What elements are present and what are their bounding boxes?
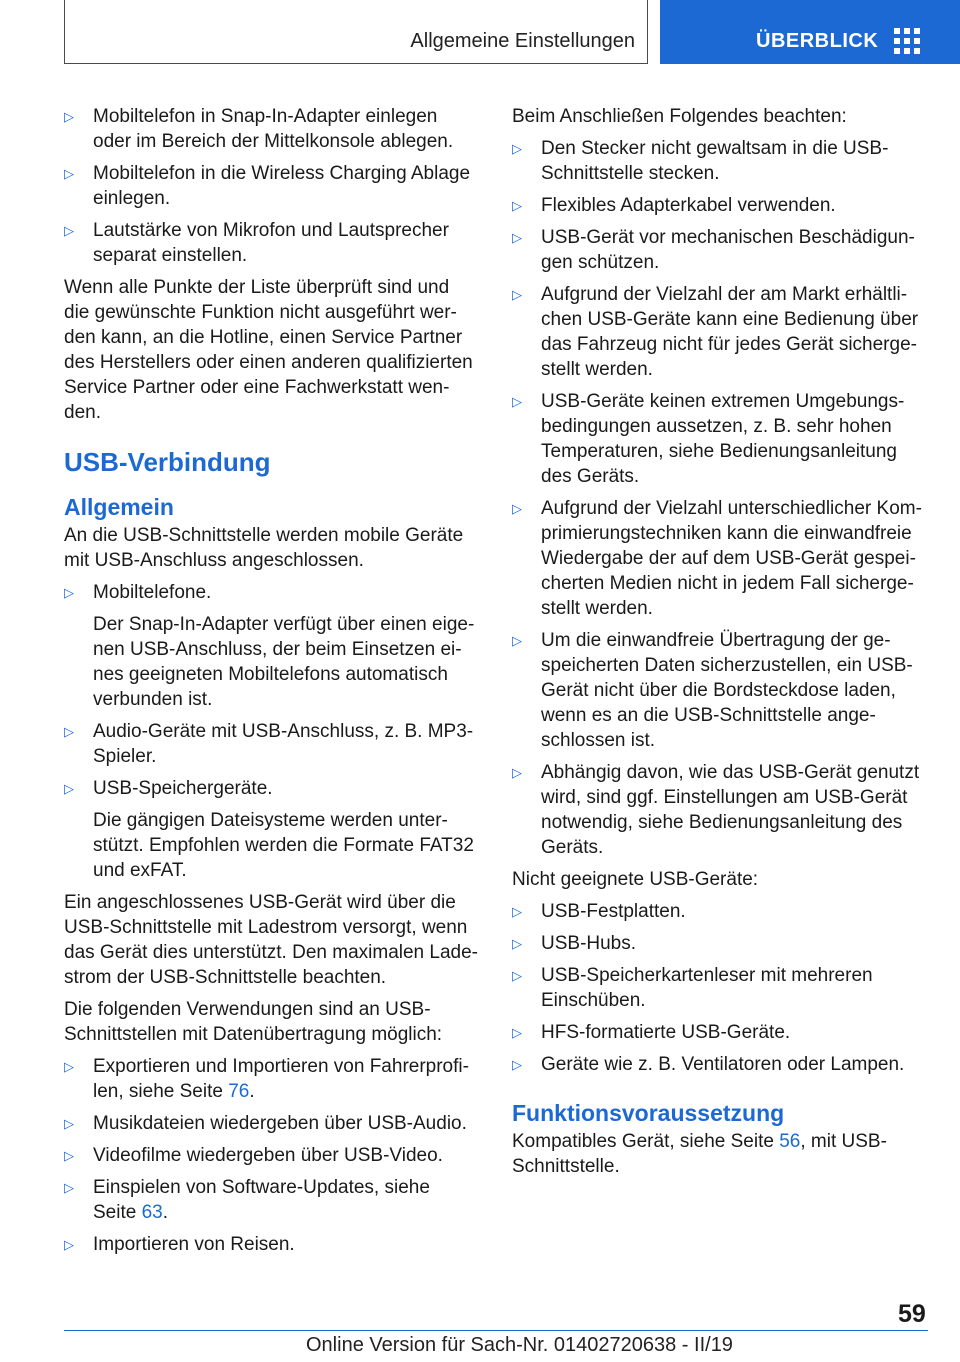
footer-divider <box>64 1330 928 1331</box>
page-link-76[interactable]: 76 <box>228 1081 250 1102</box>
list-item: ▷ Flexibles Adapterkabel verwenden. <box>512 195 836 216</box>
list-item: ▷ USB-Speichergeräte. Die gängigen Dateisysteme werden unter-stützt. Empfohlen werden die Formate FAT32 und exFAT. <box>64 778 474 881</box>
triangle-right-icon: ▷ <box>64 223 74 238</box>
bullet-list-devices <box>64 580 478 883</box>
list-item: ▷ Um die einwandfreie Übertragung der ge-speicherten Daten sicherzustellen, ein USB-Gerät nicht über die Bordsteckdose laden, wenn es an die USB-Schnittstelle ange-schlossen ist. <box>512 630 913 751</box>
triangle-right-icon: ▷ <box>512 230 522 245</box>
right-column <box>512 104 926 1186</box>
grid-icon <box>894 28 920 54</box>
triangle-right-icon: ▷ <box>512 936 522 951</box>
list-item: ▷ Videofilme wiedergeben über USB-Video. <box>64 1145 443 1166</box>
paragraph-ladestrom: Ein angeschlossenes USB-Gerät wird über die USB-Schnittstelle mit Ladestrom versorgt, wenn das Gerät dies unterstützt. Den maximalen Lade-strom der USB-Schnittstelle beachten. <box>64 892 478 988</box>
list-item: ▷ HFS-formatierte USB-Geräte. <box>512 1022 791 1043</box>
triangle-right-icon: ▷ <box>512 633 522 648</box>
triangle-right-icon: ▷ <box>512 287 522 302</box>
triangle-right-icon: ▷ <box>64 781 74 796</box>
bullet-list-precautions <box>512 136 926 860</box>
list-item: ▷ Mobiltelefon in Snap-In-Adapter einlegen oder im Bereich der Mittelkonsole ablegen. <box>64 106 454 152</box>
list-item: ▷ Lautstärke von Mikrofon und Lautsprecher separat einstellen. <box>64 220 449 266</box>
triangle-right-icon: ▷ <box>64 1148 74 1163</box>
paragraph-hotline: Wenn alle Punkte der Liste überprüft sind und die gewünschte Funktion nicht ausgeführt wer-den kann, an die Hotline, einen Service Partner des Herstellers oder einen anderen qualifizierten Service Partner oder eine Fachwerkstatt wen-den. <box>64 277 473 423</box>
triangle-right-icon: ▷ <box>64 1059 74 1074</box>
triangle-right-icon: ▷ <box>64 109 74 124</box>
triangle-right-icon: ▷ <box>64 1180 74 1195</box>
page-number: 59 <box>898 1300 926 1328</box>
page-link-63[interactable]: 63 <box>141 1202 163 1223</box>
triangle-right-icon: ▷ <box>512 1057 522 1072</box>
list-item: ▷ Einspielen von Software-Updates, siehe Seite 63. <box>64 1177 430 1223</box>
triangle-right-icon: ▷ <box>512 501 522 516</box>
triangle-right-icon: ▷ <box>64 724 74 739</box>
list-item: ▷ Abhängig davon, wie das USB-Gerät genutzt wird, sind ggf. Einstellungen am USB-Gerät notwendig, siehe Bedienungsanleitung des Geräts. <box>512 762 920 858</box>
paragraph-nicht-geeignet: Nicht geeignete USB-Geräte: <box>512 869 759 890</box>
heading-allgemein: Allgemein <box>64 494 174 520</box>
triangle-right-icon: ▷ <box>512 394 522 409</box>
list-item: ▷ Aufgrund der Vielzahl unterschiedlicher Kom-primierungstechniken kann die einwandfreie Wiedergabe der auf dem USB-Gerät gespei-cherten Medien nicht in jedem Fall sicherge-stellt werden. <box>512 498 922 619</box>
list-item: ▷ USB-Geräte keinen extremen Umgebungs-bedingungen aussetzen, z. B. sehr hohen Temperaturen, siehe Bedienungsanleitung des Geräts. <box>512 391 905 487</box>
list-item: ▷ USB-Speicherkartenleser mit mehreren Einschüben. <box>512 965 873 1011</box>
triangle-right-icon: ▷ <box>512 141 522 156</box>
paragraph-funktion: Kompatibles Gerät, siehe Seite 56, mit USB-Schnittstelle. <box>512 1131 887 1177</box>
triangle-right-icon: ▷ <box>64 1237 74 1252</box>
paragraph-verwendungen: Die folgenden Verwendungen sind an USB-Schnittstellen mit Datenübertragung möglich: <box>64 999 443 1045</box>
list-item: ▷ USB-Gerät vor mechanischen Beschädigun-gen schützen. <box>512 227 915 273</box>
paragraph-intro: An die USB-Schnittstelle werden mobile Geräte mit USB-Anschluss angeschlossen. <box>64 525 464 571</box>
overview-button[interactable] <box>660 0 960 64</box>
list-item: ▷ Musikdateien wiedergeben über USB-Audio. <box>64 1113 467 1134</box>
bullet-list-checks <box>64 104 478 268</box>
list-item: ▷ Audio-Geräte mit USB-Anschluss, z. B. MP3-Spieler. <box>64 721 474 767</box>
bullet-list-uses <box>64 1054 478 1257</box>
overview-label: ÜBERBLICK <box>756 30 879 52</box>
list-item: ▷ Mobiltelefone. Der Snap-In-Adapter verfügt über einen eige-nen USB-Anschluss, der beim Einsetzen ei-nes geeigneten Mobiltelefons automatisch verbunden ist. <box>64 582 475 710</box>
triangle-right-icon: ▷ <box>64 166 74 181</box>
triangle-right-icon: ▷ <box>64 585 74 600</box>
list-item: ▷ Importieren von Reisen. <box>64 1234 295 1255</box>
triangle-right-icon: ▷ <box>64 1116 74 1131</box>
list-item: ▷ Geräte wie z. B. Ventilatoren oder Lampen. <box>512 1054 905 1075</box>
list-item: ▷ Den Stecker nicht gewaltsam in die USB-Schnittstelle stecken. <box>512 138 889 184</box>
paragraph-beachten: Beim Anschließen Folgendes beachten: <box>512 106 847 127</box>
footer-online-version: Online Version für Sach-Nr. 01402720638 - II/19 <box>306 1334 733 1356</box>
heading-funktionsvoraussetzung: Funktionsvoraussetzung <box>512 1100 785 1126</box>
triangle-right-icon: ▷ <box>512 198 522 213</box>
triangle-right-icon: ▷ <box>512 904 522 919</box>
page-link-56[interactable]: 56 <box>779 1131 801 1152</box>
list-item: ▷ USB-Festplatten. <box>512 901 686 922</box>
left-column <box>64 104 478 1264</box>
list-item: ▷ USB-Hubs. <box>512 933 637 954</box>
bullet-list-unsuitable <box>512 899 926 1077</box>
triangle-right-icon: ▷ <box>512 968 522 983</box>
heading-usb-verbindung: USB-Verbindung <box>64 447 271 477</box>
triangle-right-icon: ▷ <box>512 1025 522 1040</box>
header-section-box <box>64 0 648 64</box>
list-item: ▷ Mobiltelefon in die Wireless Charging Ablage einlegen. <box>64 163 471 209</box>
list-item: ▷ Exportieren und Importieren von Fahrerprofi-len, siehe Seite 76. <box>64 1056 469 1102</box>
list-item: ▷ Aufgrund der Vielzahl der am Markt erhältli-chen USB-Geräte kann eine Bedienung über das Fahrzeug nicht für jedes Gerät sicherge-stellt werden. <box>512 284 919 380</box>
header-section-title: Allgemeine Einstellungen <box>410 30 635 52</box>
triangle-right-icon: ▷ <box>512 765 522 780</box>
